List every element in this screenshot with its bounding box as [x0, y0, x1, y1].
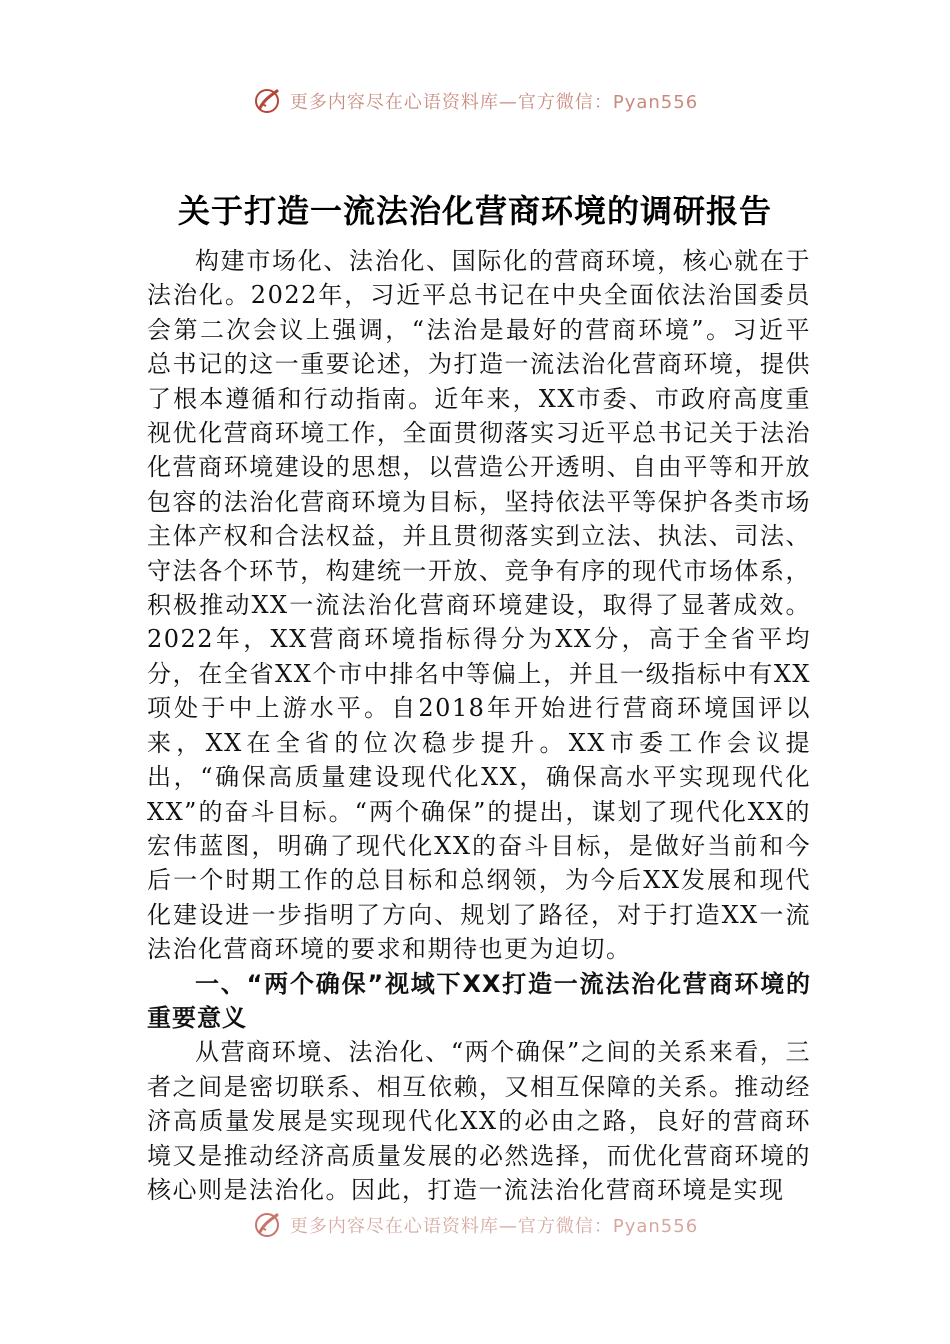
brush-logo-icon: [252, 1210, 282, 1240]
paragraph: 从营商环境、法治化、“两个确保”之间的关系来看，三者之间是密切联系、相互依赖，又相互保障的关系。推动经济高质量发展是实现现代化XX的必由之路，良好的营商环境又是推动经济高质量发展的必然选择，而优化营商环境的核心则是法治化。因此，打造一流法治化营商环境是实现: [147, 1038, 811, 1204]
watermark-text: 更多内容尽在心语资料库—官方微信：Pyan556: [289, 1216, 699, 1237]
document-body: [147, 244, 811, 1207]
watermark-footer: [0, 1210, 950, 1240]
document-title: 关于打造一流法治化营商环境的调研报告: [177, 192, 772, 230]
watermark-text: 更多内容尽在心语资料库—官方微信：Pyan556: [289, 92, 699, 113]
paragraph: 构建市场化、法治化、国际化的营商环境，核心就在于法治化。2022年，习近平总书记在中央全面依法治国委员会第二次会议上强调，“法治是最好的营商环境”。习近平总书记的这一重要论述，为打造一流法治化营商环境，提供了根本遵循和行动指南。近年来，XX市委、市政府高度重视优化营商环境工作，全面贯彻落实习近平总书记关于法治化营商环境建设的思想，以营造公开透明、自由平等和开放包容的法治化营商环境为目标，坚持依法平等保护各类市场主体产权和合法权益，并且贯彻落实到立法、执法、司法、守法各个环节，构建统一开放、竞争有序的现代市场体系，积极推动XX一流法治化营商环境建设，取得了显著成效。2022年，XX营商环境指标得分为XX分，高于全省平均分，在全省XX个市中排名中等偏上，并且一级指标中有XX项处于中上游水平。自2018年开始进行营商环境国评以来，XX在全省的位次稳步提升。XX市委工作会议提出，“确保高质量建设现代化XX，确保高水平实现现代化XX”的奋斗目标。“两个确保”的提出，谋划了现代化XX的宏伟蓝图，明确了现代化XX的奋斗目标，是做好当前和今后一个时期工作的总目标和总纲领，为今后XX发展和现代化建设进一步指明了方向、规划了路径，对于打造XX一流法治化营商环境的要求和期待也更为迫切。: [147, 247, 811, 964]
section-heading: 一、“两个确保”视域下XX打造一流法治化营商环境的重要意义: [147, 969, 811, 1032]
